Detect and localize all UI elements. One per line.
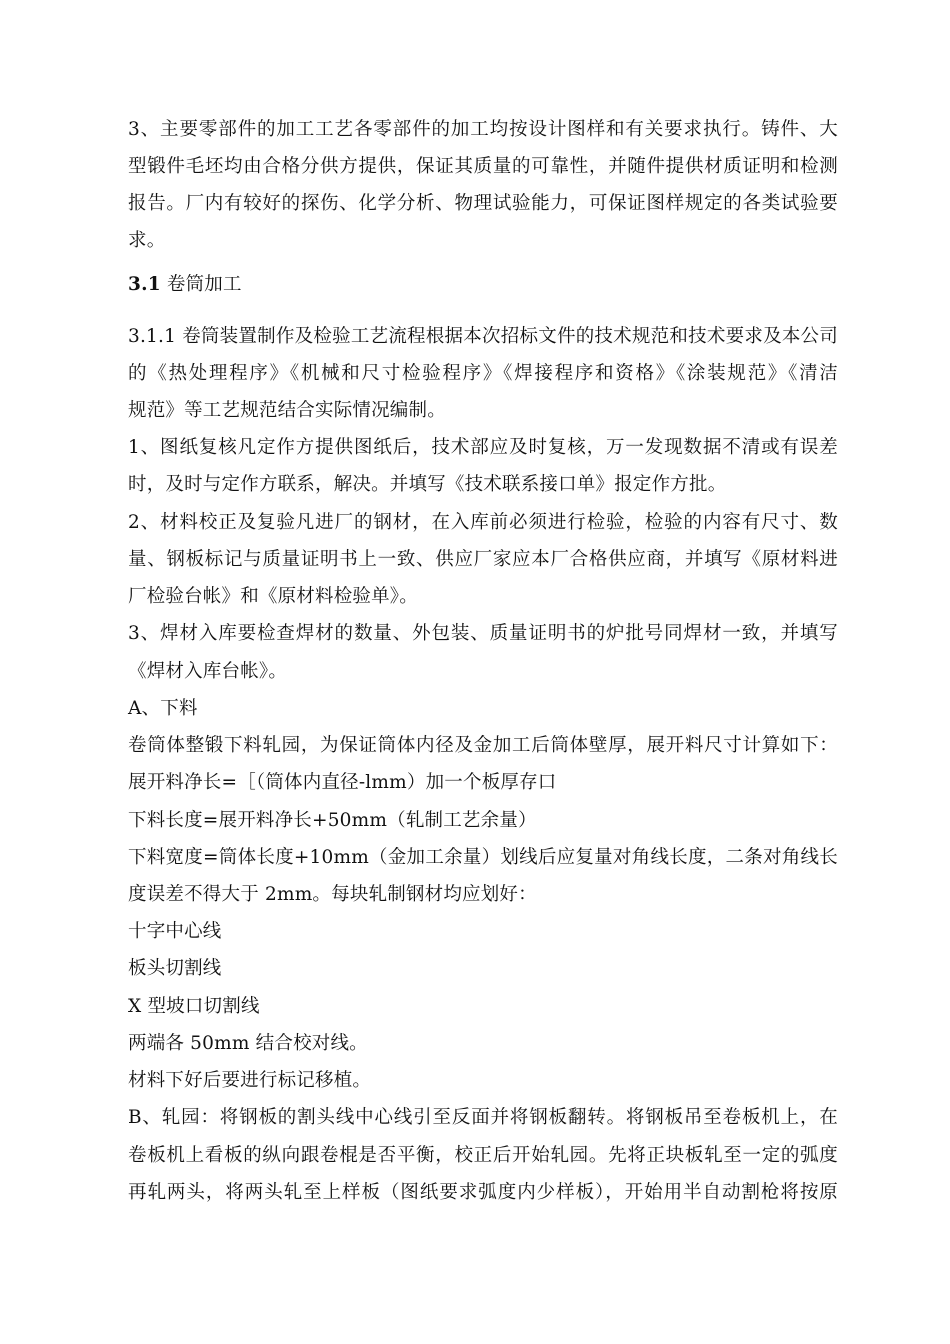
paragraph-line: 展开料净长=［（筒体内直径-lmm）加一个板厚存口	[128, 772, 557, 793]
section-number: 3.1	[128, 274, 161, 295]
paragraph-line: X 型坡口切割线	[128, 996, 260, 1017]
paragraph-line: 3、主要零部件的加工工艺各零部件的加工均按设计图样和有关要求执行。铸件、大	[128, 119, 838, 140]
paragraph-line: 卷筒体整锻下料轧园，为保证筒体内径及金加工后筒体壁厚，展开料尺寸计算如下：	[128, 735, 838, 756]
paragraph-line: 厂检验台帐》和《原材料检验单》。	[128, 586, 418, 607]
paragraph-line: 报告。厂内有较好的探伤、化学分析、物理试验能力，可保证图样规定的各类试验要	[128, 193, 838, 214]
paragraph-line: 卷板机上看板的纵向跟卷棍是否平衡，校正后开始轧园。先将正块板轧至一定的弧度	[128, 1145, 838, 1166]
paragraph-line: 的《热处理程序》《机械和尺寸检验程序》《焊接程序和资格》《涂装规范》《清洁	[128, 363, 838, 384]
paragraph-line: 十字中心线	[128, 921, 222, 942]
paragraph-line: 板头切割线	[128, 958, 222, 979]
paragraph-line: 下料长度=展开料净长+50mm（轧制工艺余量）	[128, 810, 537, 831]
section-heading	[128, 273, 242, 297]
paragraph-line: 时，及时与定作方联系，解决。并填写《技术联系接口单》报定作方批。	[128, 474, 727, 495]
paragraph-line: A、下料	[128, 698, 198, 719]
paragraph-line: 材料下好后要进行标记移植。	[128, 1070, 372, 1091]
paragraph-line: 再轧两头，将两头轧至上样板（图纸要求弧度内少样板），开始用半自动割枪将按原	[128, 1182, 838, 1203]
paragraph-line: 求。	[128, 230, 166, 251]
paragraph-line: 2、材料校正及复验凡进厂的钢材，在入库前必须进行检验，检验的内容有尺寸、数	[128, 512, 838, 533]
paragraph-line: 规范》等工艺规范结合实际情况编制。	[128, 400, 446, 421]
section-title: 卷筒加工	[166, 274, 242, 295]
paragraph-line: 度误差不得大于 2mm。每块轧制钢材均应划好：	[128, 884, 537, 905]
paragraph-line: 《焊材入库台帐》。	[128, 661, 288, 682]
paragraph-line: B、轧园：将钢板的割头线中心线引至反面并将钢板翻转。将钢板吊至卷板机上，在	[128, 1107, 838, 1128]
paragraph-line: 3.1.1 卷筒装置制作及检验工艺流程根据本次招标文件的技术规范和技术要求及本公司	[128, 326, 838, 347]
paragraph-line: 3、焊材入库要检查焊材的数量、外包装、质量证明书的炉批号同焊材一致，并填写	[128, 623, 838, 644]
paragraph-line: 型锻件毛坯均由合格分供方提供，保证其质量的可靠性，并随件提供材质证明和检测	[128, 156, 838, 177]
paragraph-line: 1、图纸复核凡定作方提供图纸后，技术部应及时复核，万一发现数据不清或有误差	[128, 437, 838, 458]
paragraph-line: 两端各 50mm 结合校对线。	[128, 1033, 368, 1054]
paragraph-line: 下料宽度=筒体长度+10mm（金加工余量）划线后应复量对角线长度，二条对角线长	[128, 847, 838, 868]
paragraph-line: 量、钢板标记与质量证明书上一致、供应厂家应本厂合格供应商，并填写《原材料进	[128, 549, 838, 570]
